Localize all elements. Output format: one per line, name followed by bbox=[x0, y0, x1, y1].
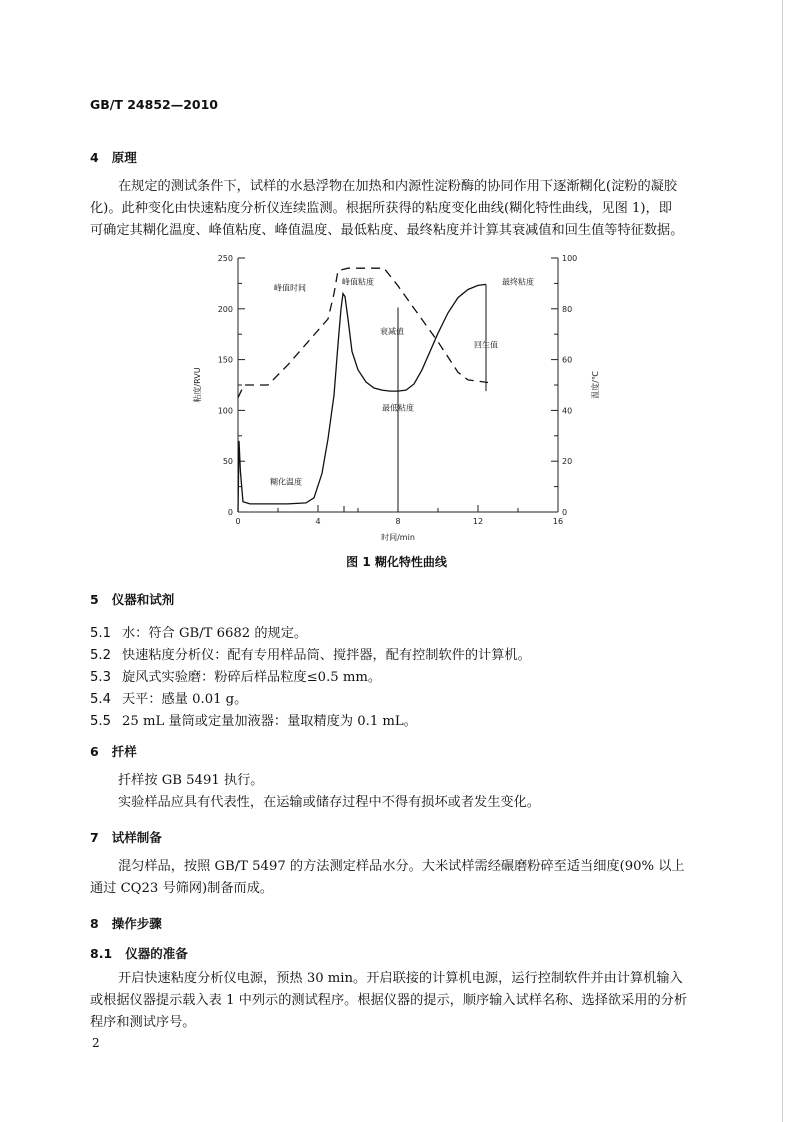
section-8-heading: 8 操作步骤 bbox=[90, 916, 162, 931]
y-tick-label: 200 bbox=[217, 304, 233, 314]
y-tick-label: 100 bbox=[217, 406, 233, 416]
paragraph-line: 扦样按 GB 5491 执行。 bbox=[118, 773, 264, 788]
y-tick-label: 0 bbox=[227, 508, 233, 517]
y2-tick-label: 0 bbox=[562, 508, 568, 517]
y2-tick-label: 20 bbox=[562, 457, 573, 467]
subsection-8-1-heading: 8.1 仪器的准备 bbox=[90, 946, 188, 961]
item-5-4: 5.4 天平：感量 0.01 g。 bbox=[90, 692, 248, 707]
section-8-1-body bbox=[90, 968, 710, 1034]
y2-tick-label: 80 bbox=[562, 304, 573, 314]
section-4-heading: 4 原理 bbox=[90, 150, 137, 165]
item-5-2: 5.2 快速粘度分析仪：配有专用样品筒、搅拌器，配有控制软件的计算机。 bbox=[90, 648, 531, 663]
section-5-heading: 5 仪器和试剂 bbox=[90, 592, 175, 607]
x-tick-label: 16 bbox=[552, 517, 564, 526]
paragraph-line: 或根据仪器提示载入表 1 中列示的测试程序。根据仪器的提示，顺序输入试样名称、选择欲采用的分析 bbox=[90, 993, 688, 1008]
section-7-heading: 7 试样制备 bbox=[90, 830, 162, 845]
paragraph-line: 可确定其糊化温度、峰值粘度、峰值温度、最低粘度、最终粘度并计算其衰减值和回生值等特征数据。 bbox=[90, 223, 684, 238]
chart-marks bbox=[238, 268, 488, 512]
section-7-body bbox=[90, 856, 710, 900]
paragraph-line: 程序和测试序号。 bbox=[90, 1015, 196, 1030]
x-tick-label: 8 bbox=[395, 517, 401, 526]
y-axis-title: 粘度/RVU bbox=[193, 367, 202, 403]
section-4-body bbox=[90, 176, 710, 242]
figure-caption: 图 1 糊化特性曲线 bbox=[346, 555, 447, 569]
paragraph-line: 混匀样品，按照 GB/T 5497 的方法测定样品水分。大米试样需经碾磨粉碎至适当细度(90% 以上 bbox=[118, 859, 685, 874]
paragraph-line: 通过 CQ23 号筛网)制备而成。 bbox=[90, 881, 274, 896]
x-tick-label: 0 bbox=[235, 517, 241, 526]
standard-number: GB/T 24852—2010 bbox=[90, 97, 219, 112]
annotation-label: 峰值时间 bbox=[274, 283, 306, 293]
y2-axis-title: 温度/℃ bbox=[591, 371, 600, 399]
y2-tick-label: 40 bbox=[562, 406, 573, 416]
paragraph-line: 在规定的测试条件下，试样的水悬浮物在加热和内源性淀粉酶的协同作用下逐渐糊化(淀粉的凝胶 bbox=[118, 179, 678, 194]
y-tick-label: 50 bbox=[222, 457, 233, 467]
paragraph-line: 开启快速粘度分析仪电源，预热 30 min。开启联接的计算机电源，运行控制软件并由计算机输入 bbox=[118, 971, 683, 986]
item-5-3: 5.3 旋风式实验磨：粉碎后样品粒度≤0.5 mm。 bbox=[90, 670, 382, 685]
paragraph-line: 化)。此种变化由快速粘度分析仪连续监测。根据所获得的粘度变化曲线(糊化特性曲线，见图 1)，即 bbox=[90, 201, 672, 216]
annotation-label: 衰减值 bbox=[380, 327, 404, 337]
annotation-label: 最低粘度 bbox=[382, 403, 414, 413]
section-6-heading: 6 扦样 bbox=[90, 744, 137, 759]
y-tick-label: 250 bbox=[217, 254, 233, 263]
y2-tick-label: 100 bbox=[562, 254, 578, 263]
x-axis-title: 时间/min bbox=[381, 533, 415, 542]
figure-1-chart bbox=[180, 246, 620, 546]
item-5-1: 5.1 水：符合 GB/T 6682 的规定。 bbox=[90, 626, 308, 641]
page-number: 2 bbox=[92, 1036, 100, 1050]
annotation-label: 回生值 bbox=[474, 340, 498, 350]
paragraph-line: 实验样品应具有代表性，在运输或储存过程中不得有损坏或者发生变化。 bbox=[118, 795, 540, 810]
x-tick-label: 4 bbox=[315, 517, 321, 526]
y-tick-label: 150 bbox=[217, 355, 233, 365]
annotation-label: 糊化温度 bbox=[270, 477, 302, 487]
annotation-label: 峰值粘度 bbox=[342, 277, 374, 287]
y2-tick-label: 60 bbox=[562, 355, 573, 365]
x-tick-label: 12 bbox=[472, 517, 484, 526]
chart-labels bbox=[192, 276, 600, 542]
item-5-5: 5.5 25 mL 量筒或定量加液器：量取精度为 0.1 mL。 bbox=[90, 714, 417, 729]
annotation-label: 最终粘度 bbox=[502, 277, 534, 287]
